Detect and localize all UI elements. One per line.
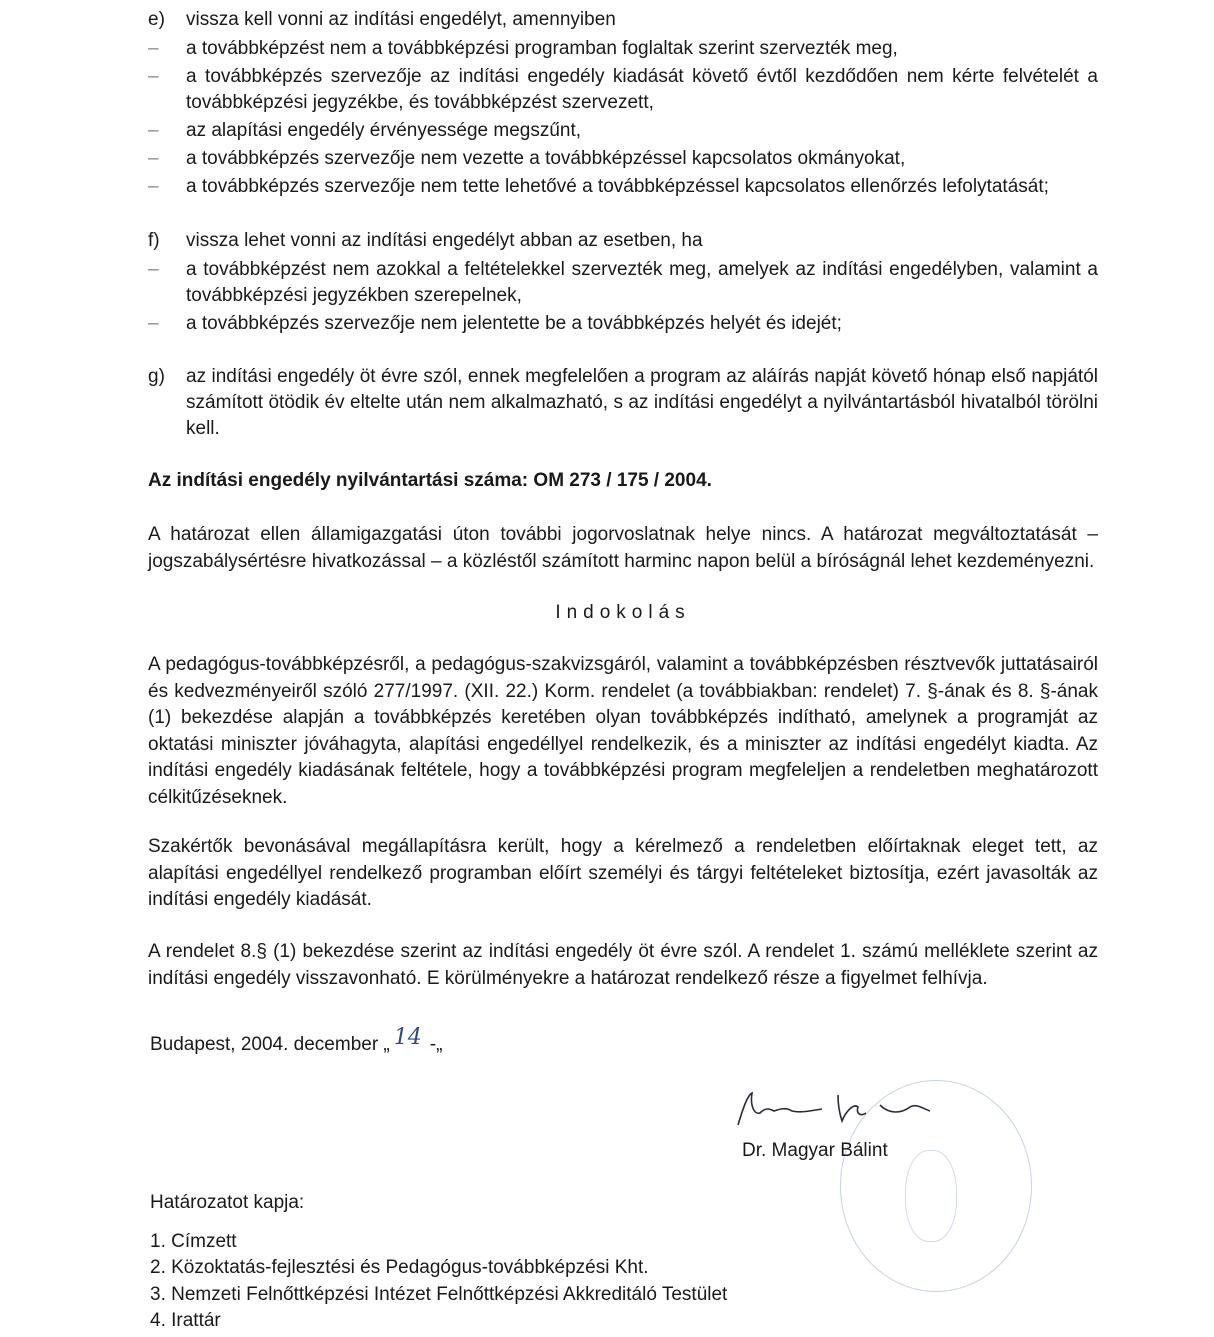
section-e-item: az alapítási engedély érvényessége megszűnt, xyxy=(186,120,582,141)
signature-icon xyxy=(730,1085,950,1135)
section-e-item: a továbbképzés szervezője nem vezette a továbbképzéssel kapcsolatos okmányokat, xyxy=(186,148,906,169)
recipient-item: 3. Nemzeti Felnőttképzési Intézet Felnőttképzési Akkreditáló Testület xyxy=(150,1284,728,1305)
date-text: Budapest, 2004. december „ xyxy=(150,1034,390,1055)
reasoning-paragraph: A rendelet 8.§ (1) bekezdése szerint az indítási engedély öt évre szól. A rendelet 1. számú melléklete szerint az indítási engedély visszavonható. E körülményekre a határozat rendelkező része a figyelmet felhívja. xyxy=(148,941,1098,989)
dash-marker: – xyxy=(148,66,159,87)
dash-marker: – xyxy=(148,176,159,197)
section-g-text: az indítási engedély öt évre szól, ennek megfelelően a program az aláírás napját követő hónap első napjától számított ötödik év eltelte után nem alkalmazható, s az indítási engedélyt a nyilvántartásból hivatalból törölni kell. xyxy=(186,366,1098,439)
recipient-item: 1. Címzett xyxy=(150,1231,237,1252)
section-e-marker: e) xyxy=(148,9,165,30)
section-f-intro: vissza lehet vonni az indítási engedélyt abban az esetben, ha xyxy=(186,230,703,251)
stamp-emblem xyxy=(905,1150,957,1242)
dash-marker: – xyxy=(148,120,159,141)
section-f-marker: f) xyxy=(148,230,160,251)
handwritten-day: 14 xyxy=(393,1025,422,1050)
dash-marker: – xyxy=(148,259,159,280)
appeal-paragraph: A határozat ellen államigazgatási úton további jogorvoslatnak helye nincs. A határozat megváltoztatását – jogszabálysértésre hivatkozással – a közléstől számított harminc napon belül a bíróságnál lehet kezdeményezni. xyxy=(148,524,1098,572)
recipient-item: 4. Irattár xyxy=(150,1310,221,1331)
reasoning-paragraph: Szakértők bevonásával megállapításra került, hogy a kérelmező a rendeletben előírtaknak eleget tett, az alapítási engedéllyel rendelkező programban előírt személyi és tárgyi feltételeket biztosítja, ezért javasolták az indítási engedély kiadását. xyxy=(148,836,1098,910)
section-e-item: a továbbképzést nem a továbbképzési programban foglaltak szerint szervezték meg, xyxy=(186,38,898,59)
reasoning-title: Indokolás xyxy=(555,602,691,623)
dash-marker: – xyxy=(148,38,159,59)
section-f-item: a továbbképzés szervezője nem jelentette be a továbbképzés helyét és idejét; xyxy=(186,313,842,334)
signer-name: Dr. Magyar Bálint xyxy=(742,1140,888,1161)
section-e-item: a továbbképzés szervezője nem tette lehetővé a továbbképzéssel kapcsolatos ellenőrzés lefolytatását; xyxy=(186,176,1049,197)
section-g-marker: g) xyxy=(148,366,165,387)
section-e-intro: vissza kell vonni az indítási engedélyt, amennyiben xyxy=(186,9,616,30)
section-e-item: a továbbképzés szervezője az indítási engedély kiadását követő évtől kezdődően nem kérte felvételét a továbbképzési jegyzékbe, és továbbképzést szervezett, xyxy=(186,66,1098,113)
date-close: -„ xyxy=(429,1034,443,1055)
recipient-item: 2. Közoktatás-fejlesztési és Pedagógus-továbbképzési Kht. xyxy=(150,1257,649,1278)
recipients-title: Határozatot kapja: xyxy=(150,1192,305,1213)
dash-marker: – xyxy=(148,148,159,169)
registration-number: Az indítási engedély nyilvántartási száma: OM 273 / 175 / 2004. xyxy=(148,470,712,491)
reasoning-paragraph: A pedagógus-továbbképzésről, a pedagógus-szakvizsgáról, valamint a továbbképzésben résztvevők juttatásairól és kedvezményeiről szóló 277/1997. (XII. 22.) Korm. rendelet (a továbbiakban: rendelet) 7. §-ának és 8. §-ának (1) bekezdése alapján a továbbképzés keretében olyan továbbképzés indítható, amelynek a programját az oktatási miniszter jóváhagyta, alapítási engedéllyel rendelkezik, és a miniszter az indítási engedélyt kiadta. Az indítási engedély kiadásának feltétele, hogy a továbbképzési program megfeleljen a rendeletben meghatározott célkitűzéseknek. xyxy=(148,654,1098,808)
date-line xyxy=(150,1025,443,1058)
section-f-item: a továbbképzést nem azokkal a feltételekkel szervezték meg, amelyek az indítási engedélyben, valamint a továbbképzési jegyzékben szerepelnek, xyxy=(186,259,1098,306)
dash-marker: – xyxy=(148,313,159,334)
